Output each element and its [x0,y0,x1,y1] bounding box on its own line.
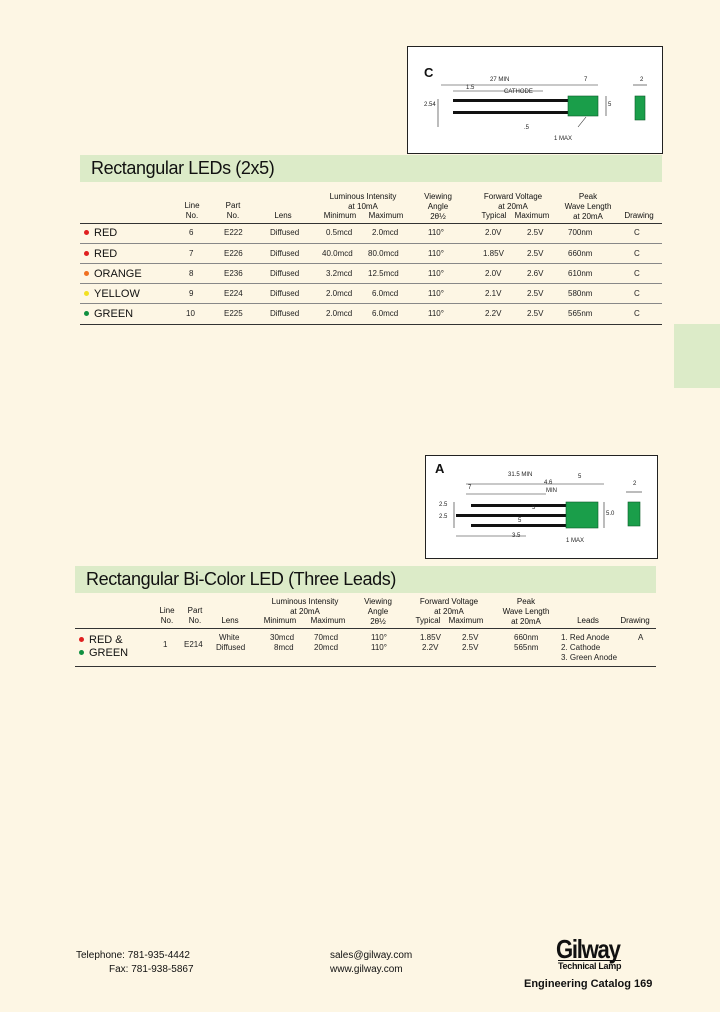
logo-main-text: Gilway [556,934,620,964]
section2-title-band [75,566,656,593]
dim-a-bottom-right: 1 MAX [566,538,585,544]
dim-a-bottom-left: 3.5 [512,533,521,539]
footer-fax: Fax: 781-938-5867 [109,964,194,975]
dim-c-overall: 27 MIN [490,77,510,83]
s1-header-lum: Luminous Intensity at 10mA [329,192,397,211]
s2-header-fv-max: Maximum [448,616,484,625]
s1-row-wave: 610nm [568,269,593,278]
s1-row-min: 3.2mcd [326,269,353,278]
drawing-c-lines [408,47,662,153]
s2-row-angle1: 110° [371,633,387,642]
s2-header-part: Part No. [187,606,203,625]
s1-row-part: E224 [224,289,243,298]
s1-header-lum-max: Maximum [368,211,404,220]
s1-row-wave: 565nm [568,309,593,318]
color-dot-icon [84,271,89,276]
s1-row-color: ORANGE [84,268,142,280]
s1-row-line: 10 [186,309,195,318]
s1-row-vmax: 2.5V [527,309,544,318]
s1-row-wave: 580nm [568,289,593,298]
dim-a-right-top: 5 [578,474,582,480]
s2-row-vmax1: 2.5V [462,633,479,642]
s1-row-drawing: C [634,249,640,258]
s1-header-lens: Lens [274,211,292,220]
section1-title-band [80,155,662,182]
s1-header-fv: Forward Voltage at 20mA [483,192,543,211]
s1-row-typ: 2.0V [485,269,502,278]
footer-website[interactable]: www.gilway.com [330,964,403,975]
s2-row-line: 1 [163,640,168,649]
s1-row-lens: Diffused [270,289,300,298]
s1-header-peak: Peak Wave Length at 20mA [564,192,612,221]
s1-row-wave: 660nm [568,249,593,258]
dim-a-height: 5.0 [606,511,615,517]
s2-header-lum: Luminous Intensity at 20mA [271,597,339,616]
s1-row-drawing: C [634,228,640,237]
dim-a-left-a: 2.5 [439,502,448,508]
color-dot-icon [79,637,84,642]
s2-row-separator [75,628,656,629]
s2-header-view: Viewing Angle 2θ½ [364,597,392,626]
s1-table-bottom [80,324,662,325]
s1-row-color: GREEN [84,308,133,320]
dim-c-pitch: 2.54 [424,102,436,108]
drawing-a-lines [426,456,657,558]
dim-c-cathode: CATHODE [504,89,533,95]
s1-row-separator [80,223,662,224]
s1-header-part: Part No. [225,201,241,220]
s2-row-typ2: 2.2V [422,643,439,652]
drawing-c [407,46,663,154]
s2-header-drawing: Drawing [620,616,650,625]
s1-header-drawing: Drawing [624,211,654,220]
section1-title: Rectangular LEDs (2x5) [91,158,275,178]
dim-a-left-b: 2.5 [439,514,448,520]
s1-row-min: 2.0mcd [326,309,353,318]
s1-row-color: RED [84,248,117,260]
s1-row-typ: 2.1V [485,289,502,298]
company-logo [556,934,648,976]
s1-header-lum-min: Minimum [323,211,357,220]
s1-row-typ: 2.2V [485,309,502,318]
s1-row-typ: 2.0V [485,228,502,237]
s1-row-part: E236 [224,269,243,278]
dim-a-center2: 5 [518,518,522,524]
s2-header-lum-max: Maximum [310,616,346,625]
s1-row-line: 7 [189,249,194,258]
s1-row-max: 80.0mcd [368,249,399,258]
s1-row-color: RED [84,227,117,239]
s1-row-line: 8 [189,269,194,278]
s1-row-line: 9 [189,289,194,298]
s2-row-lead3: 3. Green Anode [561,653,618,662]
s1-row-max: 2.0mcd [372,228,399,237]
footer-catalog: Engineering Catalog 169 [524,978,653,990]
s1-row-separator [80,303,662,304]
dim-a-center1: 5 [532,505,536,511]
s2-header-leads: Leads [577,616,599,625]
s1-row-typ: 1.85V [483,249,504,258]
dim-c-small: 1.5 [466,85,475,91]
s2-header-fv-typ: Typical [415,616,441,625]
drawing-a-label: A [435,461,445,476]
page-side-tab [674,324,720,388]
s1-row-part: E222 [224,228,243,237]
section2-title: Rectangular Bi-Color LED (Three Leads) [86,569,396,589]
logo-sub-text: Technical Lamp [558,961,622,971]
s2-header-lum-min: Minimum [263,616,297,625]
s1-row-separator [80,243,662,244]
s2-row-max1: 70mcd [314,633,339,642]
s1-row-separator [80,263,662,264]
s1-row-angle: 110° [428,228,444,237]
s1-row-lens: Diffused [270,309,300,318]
s2-header-line: Line No. [159,606,175,625]
s1-row-vmax: 2.5V [527,249,544,258]
s1-row-min: 2.0mcd [326,289,353,298]
s1-header-fv-max: Maximum [514,211,550,220]
s2-row-angle2: 110° [371,643,387,652]
dim-a-mid2: MIN [546,488,557,494]
footer-telephone: Telephone: 781-935-4442 [76,950,190,961]
color-dot-icon [79,650,84,655]
s1-row-lens: Diffused [270,228,300,237]
s1-row-part: E225 [224,309,243,318]
color-dot-icon [84,230,89,235]
s2-row-vmax2: 2.5V [462,643,479,652]
s2-row-min2: 8mcd [274,643,294,652]
s1-header-line: Line No. [184,201,200,220]
color-dot-icon [84,291,89,296]
s1-row-color: YELLOW [84,288,140,300]
s2-row-typ1: 1.85V [420,633,441,642]
footer-email[interactable]: sales@gilway.com [330,950,413,961]
s1-row-line: 6 [189,228,194,237]
s1-row-lens: Diffused [270,249,300,258]
s2-row-lens2: Diffused [216,643,246,652]
s1-row-drawing: C [634,269,640,278]
s1-row-min: 40.0mcd [322,249,353,258]
s2-row-lead2: 2. Cathode [561,643,601,652]
color-dot-icon [84,251,89,256]
drawing-c-label: C [424,65,434,80]
s1-row-min: 0.5mcd [326,228,353,237]
dim-a-mid1: 4.6 [544,480,553,486]
s2-table-bottom [75,666,656,667]
s1-row-vmax: 2.5V [527,228,544,237]
s1-header-fv-typ: Typical [481,211,507,220]
s1-row-part: E226 [224,249,243,258]
s1-row-angle: 110° [428,269,444,278]
s2-row-wave1: 660nm [514,633,539,642]
s2-row-color2: GREEN [79,647,128,659]
dim-a-overall: 31.5 MIN [508,472,533,478]
s1-row-angle: 110° [428,249,444,258]
s1-row-lens: Diffused [270,269,300,278]
s1-row-drawing: C [634,309,640,318]
s2-row-part: E214 [184,640,203,649]
s2-header-peak: Peak Wave Length at 20mA [502,597,550,626]
drawing-a [425,455,658,559]
s1-row-vmax: 2.5V [527,289,544,298]
s1-row-separator [80,283,662,284]
dim-c-right-top: 7 [584,77,588,83]
s1-row-max: 12.5mcd [368,269,399,278]
color-dot-icon [84,311,89,316]
s2-row-lead1: 1. Red Anode [561,633,610,642]
dim-c-mid: .5 [524,125,530,131]
dim-a-side-width: 2 [633,481,637,487]
s2-header-lens: Lens [221,616,239,625]
s2-row-drawing: A [638,633,644,642]
dim-c-height: 5 [608,102,612,108]
s1-row-vmax: 2.6V [527,269,544,278]
s1-row-max: 6.0mcd [372,309,399,318]
s1-header-view: Viewing Angle 2θ½ [424,192,452,221]
dim-c-side-width: 2 [640,77,644,83]
s2-row-wave2: 565nm [514,643,539,652]
s2-row-lens1: White [219,633,240,642]
dim-a-small: 7 [468,485,472,491]
s1-row-angle: 110° [428,309,444,318]
s1-row-max: 6.0mcd [372,289,399,298]
s2-row-min1: 30mcd [270,633,295,642]
s1-row-wave: 700nm [568,228,593,237]
dim-c-bottom: 1 MAX [554,136,573,142]
s2-row-color1: RED & [79,634,123,646]
s1-row-drawing: C [634,289,640,298]
s2-row-max2: 20mcd [314,643,339,652]
s2-header-fv: Forward Voltage at 20mA [419,597,479,616]
s1-row-angle: 110° [428,289,444,298]
